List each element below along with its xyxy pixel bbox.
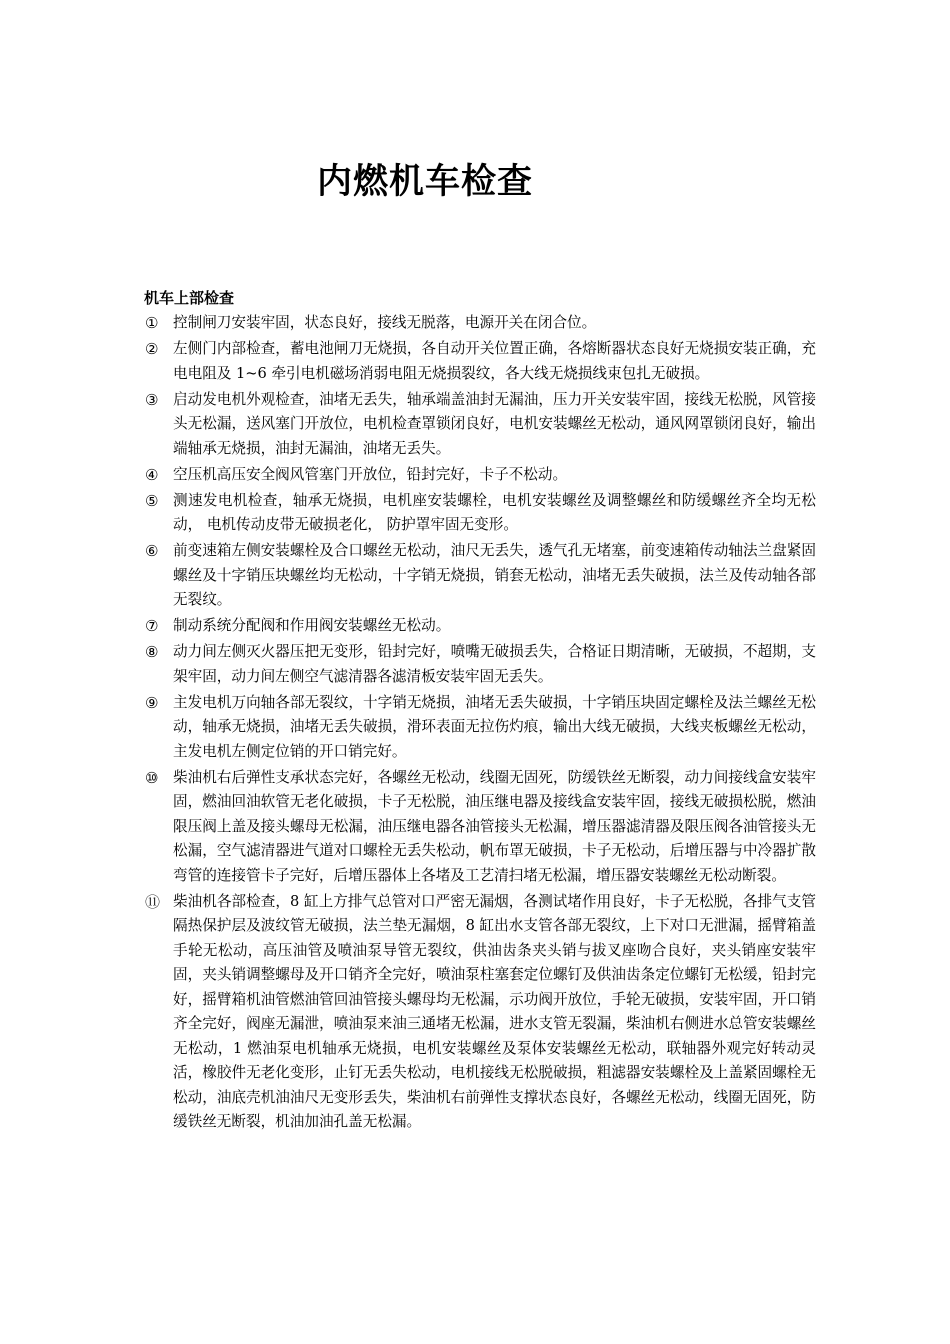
item-text: 控制闸刀安装牢固，状态良好，接线无脱落，电源开关在闭合位。 (173, 314, 597, 331)
item-number: ⑥ (145, 542, 159, 560)
list-item (144, 691, 816, 765)
item-text: 启动发电机外观检查，油堵无丢失，轴承端盖油封无漏油，压力开关安装牢固，接线无松脱，风管接头无松漏，送风塞门开放位，电机检查罩锁闭良好，电机安装螺丝无松动，通风网罩锁闭良好，输出端轴承无烧损，油封无漏油，油堵无丢失。 (173, 390, 816, 457)
item-number: ① (145, 314, 159, 332)
list-item (144, 539, 816, 613)
list-item (144, 614, 816, 639)
item-text: 柴油机各部检查，8 缸上方排气总管对口严密无漏烟，各测试堵作用良好，卡子无松脱，各排气支管隔热保护层及波纹管无破损，法兰垫无漏烟，8 缸出水支管各部无裂纹，上下对口无泄漏，摇臂箱盖手轮无松动，高压油管及喷油泵导管无裂纹，供油齿条夹头销与拔叉座吻合良好，夹头销座安装牢固，夹头销调整螺母及开口销齐全完好，喷油泵柱塞套定位螺钉及供油齿条定位螺钉无松缓，铅封完好，摇臂箱机油管燃油管回油管接头螺母均无松漏，示功阀开放位，手轮无破损，安装牢固，开口销齐全完好，阀座无漏泄，喷油泵来油三通堵无松漏，进水支管无裂漏，柴油机右侧进水总管安装螺丝无松动，1 燃油泵电机轴承无烧损，电机安装螺丝及泵体安装螺丝无松动，联轴器外观完好转动灵活，橡胶件无老化变形，止钉无丢失松动，电机接线无松脱破损，粗滤器安装螺栓及上盖紧固螺栓无松动，油底壳机油油尺无变形丢失，柴油机右前弹性支撑状态良好，各螺丝无松动，线圈无固死，防缓铁丝无断裂，机油加油孔盖无松漏。 (173, 892, 816, 1130)
list-item (144, 463, 816, 488)
item-text: 测速发电机检查，轴承无烧损，电机座安装螺栓，电机安装螺丝及调整螺丝和防缓螺丝齐全均无松动， 电机传动皮带无破损老化， 防护罩牢固无变形。 (173, 491, 816, 533)
item-text: 前变速箱左侧安装螺栓及合口螺丝无松动，油尺无丢失，透气孔无堵塞，前变速箱传动轴法兰盘紧固螺丝及十字销压块螺丝均无松动，十字销无烧损，销套无松动，油堵无丢失破损，法兰及传动轴各部无裂纹。 (173, 542, 816, 608)
section-heading: 机车上部检查 (144, 289, 235, 307)
item-number: ② (145, 340, 159, 358)
item-number: ⑨ (145, 693, 159, 712)
item-text: 柴油机右后弹性支承状态完好，各螺丝无松动，线圈无固死，防缓铁丝无断裂，动力间接线盒安装牢固，燃油回油软管无老化破损，卡子无松脱，油压继电器及接线盒安装牢固，接线无破损松脱，燃油限压阀上盖及接头螺母无松漏，油压继电器各油管接头无松漏，增压器滤清器及限压阀各油管接头无松漏，空气滤清器进气道对口螺栓无丢失松动，帆布罩无破损，卡子无松动，后增压器与中冷器扩散弯管的连接管卡子完好，后增压器体上各堵及工艺清扫堵无松漏，增压器安装螺丝无松动断裂。 (173, 768, 816, 884)
list-item (144, 489, 816, 538)
item-number: ⑩ (145, 768, 159, 787)
list-item (144, 311, 816, 336)
item-text: 动力间左侧灭火器压把无变形，铅封完好，喷嘴无破损丢失，合格证日期清晰，无破损，不超期，支架牢固，动力间左侧空气滤清器各滤清板安装牢固无丢失。 (173, 643, 816, 685)
list-item (144, 640, 816, 689)
item-number: ⑦ (145, 617, 159, 635)
list-item (144, 766, 816, 889)
list-item (144, 388, 816, 462)
list-item (144, 337, 816, 386)
item-number: ⑤ (145, 491, 159, 510)
inspection-list (144, 311, 816, 1136)
item-number: ③ (145, 390, 159, 409)
item-number: ④ (145, 465, 159, 484)
list-item (144, 890, 816, 1135)
item-text: 主发电机万向轴各部无裂纹，十字销无烧损，油堵无丢失破损，十字销压块固定螺栓及法兰螺丝无松动，轴承无烧损，油堵无丢失破损，滑环表面无拉伤灼痕，输出大线无破损，大线夹板螺丝无松动，主发电机左侧定位销的开口销完好。 (173, 693, 816, 760)
item-text: 左侧门内部检查，蓄电池闸刀无烧损，各自动开关位置正确，各熔断器状态良好无烧损安装正确，充电电阻及 1~6 牵引电机磁场消弱电阻无烧损裂纹，各大线无烧损线束包扎无破损。 (173, 340, 816, 382)
item-number: ⑧ (145, 643, 159, 661)
document-title: 内燃机车检查 (316, 162, 533, 202)
item-number: ⑪ (145, 892, 161, 911)
item-text: 制动系统分配阀和作用阀安装螺丝无松动。 (173, 617, 451, 634)
item-text: 空压机高压安全阀风管塞门开放位，铅封完好，卡子不松动。 (173, 465, 568, 483)
